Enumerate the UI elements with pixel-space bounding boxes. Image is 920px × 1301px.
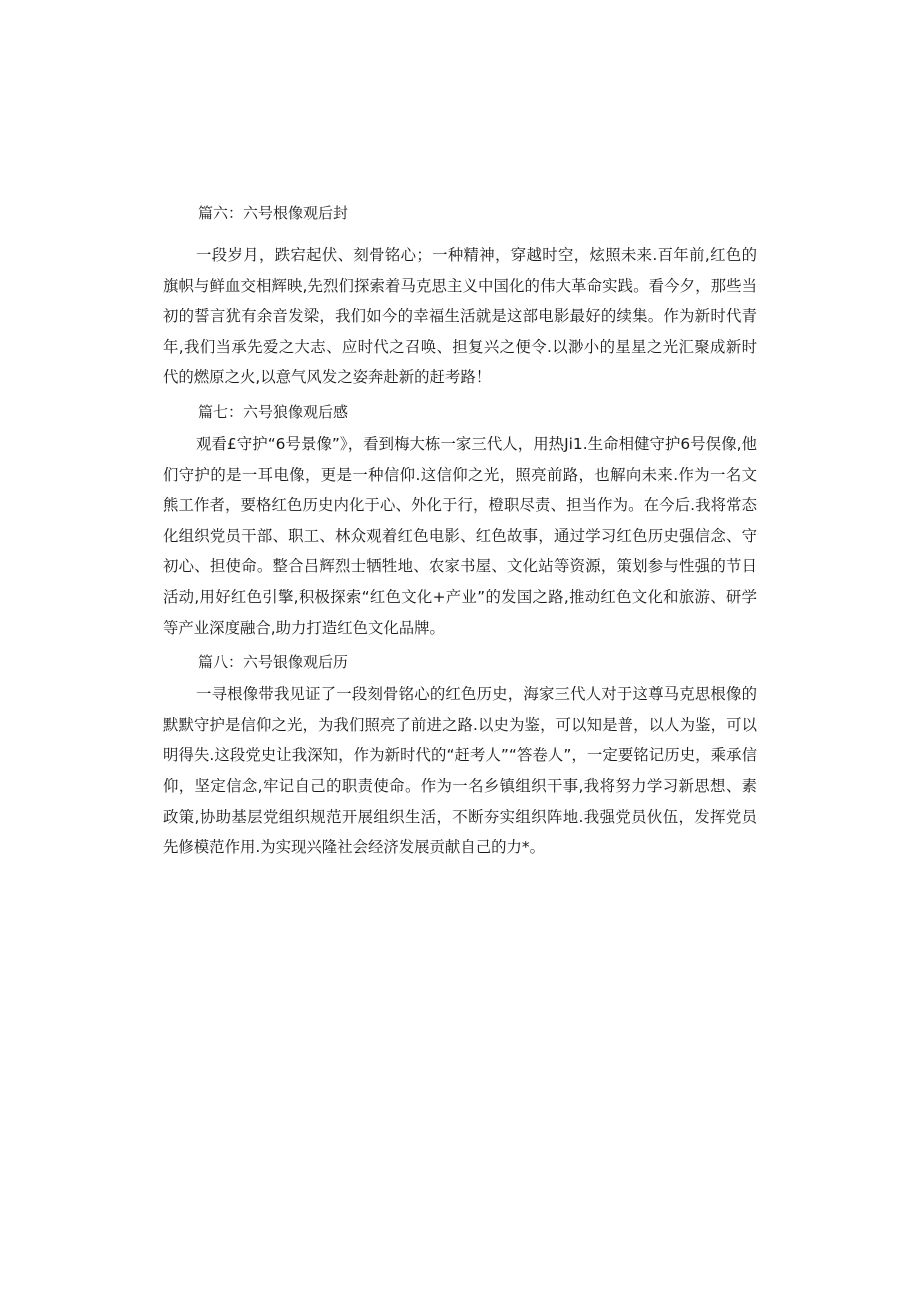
document-page (163, 200, 757, 869)
section-paragraph-8: 一寻根像带我见证了一段刻骨铭心的红色历史，海家三代人对于这尊马克思根像的默默守护是信仰之光，为我们照亮了前进之路.以史为鉴，可以知是普，以人为鉴，可以明得失.这段党史让我深知，作为新时代的“赶考人”“答卷人”，一定要铭记历史，乘承信仰，坚定信念,牢记自己的职责使命。作为一名乡镇组织干事,我将努力学习新思想、素政策,协助基层党组织规范开展组织生活，不断夯实组织阵地.我强党员伙伍，发挥党员先修模范作用.为实现兴隆社会经济发展贡献自己的力*。 (163, 685, 757, 857)
section-paragraph-6: 一段岁月，跌宕起伏、刻骨铭心；一种精神，穿越时空，炫照未来.百年前,红色的旗帜与鲜血交相辉映,先烈们探索着马克思主义中国化的伟大革命实践。看今夕，那些当初的誓言犹有余音发梁，我们如今的幸福生活就是这部电影最好的续集。作为新时代青年,我们当承先爱之大志、应时代之召唤、担复兴之便令.以渺小的星星之光汇聚成新时代的燃原之火,以意气风发之姿奔赴新的赶考路！ (163, 246, 757, 387)
section-heading-6: 篇六：六号根像观后封 (198, 204, 349, 222)
section-paragraph-7: 观看£守护“6号景像”》，看到梅大栋一家三代人，用热Ji1.生命相健守护6号俣像,他们守护的是一耳电像，更是一种信仰.这信仰之光，照亮前路，也解向未来.作为一名文熊工作者，要格红色历史内化于心、外化于行，橙职尽责、担当作为。在今后.我将常态化组织党员干部、职工、林众观着红色电影、红色故事，通过学习红色历史强信念、守初心、担使命。整合吕辉烈士牺牲地、农家书屋、文化站等资源，策划参与性强的节日活动,用好红色引擎,积极探索“红色文化+产业”的发国之路,推动红色文化和旅游、研学等产业深度融合,助力打造红色文化品牌。 (163, 434, 757, 637)
section-heading-8: 篇八：六号银像观后历 (198, 653, 349, 672)
section-heading-7: 篇七：六号狼像观后感 (198, 402, 349, 421)
